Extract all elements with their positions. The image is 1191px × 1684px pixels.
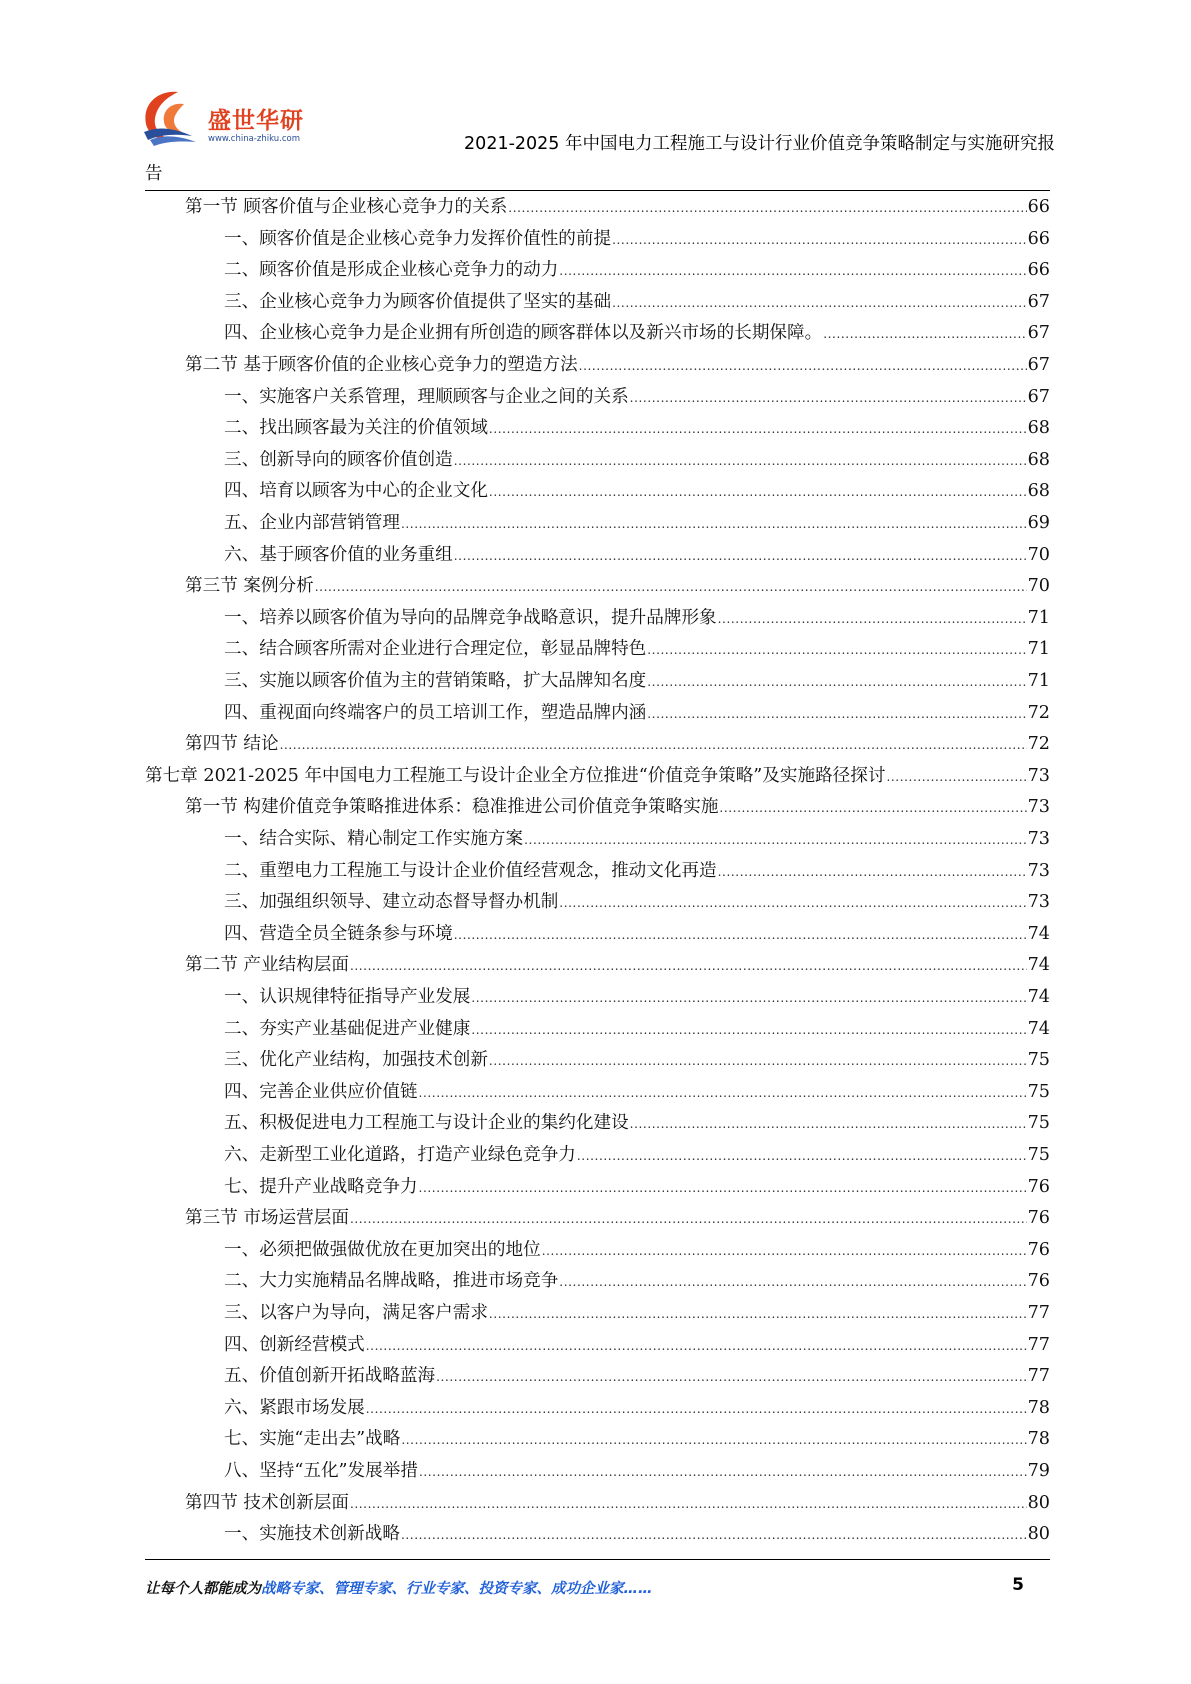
toc-entry-title: 第二节 产业结构层面	[185, 955, 349, 976]
toc-leader-dots	[280, 730, 1027, 761]
toc-entry-title: 三、以客户为导向，满足客户需求	[224, 1303, 488, 1323]
toc-entry-page: 66	[1027, 228, 1050, 249]
toc-leader-dots	[401, 1520, 1027, 1551]
toc-entry-page: 70	[1027, 576, 1050, 597]
toc-entry-page: 69	[1027, 513, 1050, 533]
toc-entry[interactable]	[224, 224, 1050, 255]
toc-entry-title: 一、认识规律特征指导产业发展	[224, 987, 471, 1007]
toc-leader-dots	[559, 888, 1026, 919]
footer-divider	[145, 1559, 1050, 1560]
toc-entry-title: 五、价值创新开拓战略蓝海	[224, 1366, 436, 1387]
toc-leader-dots	[612, 288, 1027, 319]
toc-entry-title: 八、坚持“五化”发展举措	[224, 1461, 418, 1481]
toc-entry[interactable]	[224, 287, 1050, 318]
toc-leader-dots	[542, 1236, 1027, 1267]
toc-leader-dots	[401, 509, 1027, 540]
toc-entry-page: 76	[1027, 1208, 1050, 1229]
toc-leader-dots	[559, 256, 1026, 287]
toc-leader-dots	[579, 351, 1027, 382]
toc-leader-dots	[508, 193, 1026, 224]
toc-entry-title: 四、企业核心竞争力是企业拥有所创造的顾客群体以及新兴市场的长期保障。	[224, 323, 823, 344]
toc-entry-page: 76	[1027, 1176, 1050, 1197]
toc-entry-title: 六、走新型工业化道路，打造产业绿色竞争力	[224, 1145, 576, 1165]
toc-entry-title: 二、找出顾客最为关注的价值领域	[224, 418, 488, 439]
report-title-continued: 告	[145, 164, 163, 184]
toc-entry-page: 71	[1027, 639, 1050, 660]
toc-entry-page: 75	[1027, 1145, 1050, 1165]
toc-entry[interactable]	[224, 413, 1050, 444]
toc-leader-dots	[718, 857, 1027, 888]
toc-entry-page: 67	[1027, 386, 1050, 407]
toc-entry[interactable]	[224, 445, 1050, 476]
toc-entry[interactable]	[224, 1424, 1050, 1455]
toc-leader-dots	[350, 1489, 1027, 1520]
toc-entry[interactable]	[185, 729, 1050, 760]
toc-entry-page: 75	[1027, 1050, 1050, 1071]
toc-leader-dots	[419, 1078, 1027, 1109]
toc-entry-page: 77	[1027, 1303, 1050, 1323]
toc-entry-title: 四、创新经营模式	[224, 1334, 365, 1355]
toc-entry[interactable]	[185, 1203, 1050, 1234]
toc-entry-title: 六、基于顾客价值的业务重组	[224, 544, 453, 565]
toc-entry[interactable]	[224, 634, 1050, 665]
toc-entry-page: 75	[1027, 1081, 1050, 1102]
toc-entry[interactable]	[224, 1266, 1050, 1297]
toc-entry-page: 74	[1027, 923, 1050, 944]
toc-entry-page: 80	[1027, 1524, 1050, 1545]
toc-leader-dots	[886, 762, 1026, 793]
toc-entry-title: 一、实施技术创新战略	[224, 1524, 400, 1545]
toc-leader-dots	[489, 1299, 1027, 1330]
toc-entry-page: 77	[1027, 1366, 1050, 1387]
toc-entry-title: 四、完善企业供应价值链	[224, 1081, 418, 1102]
report-title: 2021-2025 年中国电力工程施工与设计行业价值竞争策略制定与实施研究报	[464, 134, 1055, 154]
toc-entry[interactable]	[224, 1140, 1050, 1171]
toc-entry-page: 71	[1027, 607, 1050, 628]
page-number: 5	[1012, 1575, 1024, 1595]
toc-entry-title: 三、创新导向的顾客价值创造	[224, 449, 453, 470]
toc-entry[interactable]	[224, 1361, 1050, 1392]
toc-entry[interactable]	[224, 1172, 1050, 1203]
toc-entry-page: 73	[1027, 765, 1050, 786]
toc-entry[interactable]	[185, 350, 1050, 381]
toc-entry-page: 66	[1027, 260, 1050, 281]
toc-entry-title: 三、实施以顾客价值为主的营销策略，扩大品牌知名度	[224, 671, 647, 691]
toc-leader-dots	[436, 1362, 1026, 1393]
toc-entry-page: 73	[1027, 860, 1050, 881]
toc-leader-dots	[647, 635, 1026, 666]
toc-entry-page: 72	[1027, 702, 1050, 723]
page-footer	[145, 1577, 1050, 1603]
toc-entry-title: 第三节 市场运营层面	[185, 1208, 349, 1229]
toc-leader-dots	[489, 414, 1027, 445]
toc-entry-title: 第二节 基于顾客价值的企业核心竞争力的塑造方法	[185, 355, 578, 375]
toc-entry[interactable]	[224, 887, 1050, 918]
toc-entry[interactable]	[224, 1108, 1050, 1139]
toc-entry-page: 72	[1027, 734, 1050, 755]
toc-leader-dots	[471, 983, 1026, 1014]
toc-entry-title: 一、实施客户关系管理，理顺顾客与企业之间的关系	[224, 386, 629, 407]
toc-entry-title: 七、提升产业战略竞争力	[224, 1176, 418, 1197]
toc-entry[interactable]	[224, 1235, 1050, 1266]
toc-entry-title: 一、结合实际、精心制定工作实施方案	[224, 829, 524, 849]
toc-leader-dots	[350, 1204, 1027, 1235]
toc-entry-title: 第四节 技术创新层面	[185, 1492, 349, 1513]
toc-leader-dots	[612, 225, 1027, 256]
toc-entry-page: 78	[1027, 1397, 1050, 1418]
toc-entry[interactable]	[224, 318, 1050, 349]
footer-slogan	[145, 1577, 653, 1598]
toc-entry-title: 第一节 顾客价值与企业核心竞争力的关系	[185, 197, 508, 217]
toc-entry-page: 68	[1027, 418, 1050, 439]
toc-entry-page: 76	[1027, 1239, 1050, 1260]
toc-entry-title: 七、实施“走出去”战略	[224, 1429, 401, 1450]
toc-entry[interactable]	[224, 1298, 1050, 1329]
toc-leader-dots	[454, 541, 1027, 572]
toc-leader-dots	[489, 1046, 1027, 1077]
toc-entry[interactable]	[185, 792, 1050, 823]
toc-entry-page: 68	[1027, 449, 1050, 470]
toc-entry-title: 六、紧跟市场发展	[224, 1397, 365, 1418]
toc-entry-page: 73	[1027, 892, 1050, 913]
toc-entry-title: 三、加强组织领导、建立动态督导督办机制	[224, 892, 559, 913]
toc-leader-dots	[489, 477, 1027, 508]
toc-entry[interactable]	[224, 508, 1050, 539]
toc-entry-page: 67	[1027, 291, 1050, 312]
toc-leader-dots	[454, 446, 1027, 477]
toc-entry-page: 66	[1027, 197, 1050, 217]
toc-entry-page: 71	[1027, 671, 1050, 691]
toc-entry[interactable]	[224, 982, 1050, 1013]
toc-leader-dots	[559, 1267, 1026, 1298]
toc-leader-dots	[647, 699, 1026, 730]
logo-url: www.china-zhiku.com	[208, 134, 300, 144]
toc-entry-page: 74	[1027, 1018, 1050, 1039]
toc-entry[interactable]	[224, 1330, 1050, 1361]
toc-leader-dots	[419, 1173, 1027, 1204]
toc-entry-title: 第七章 2021-2025 年中国电力工程施工与设计企业全方位推进“价值竞争策略”及实施路径探讨	[145, 765, 886, 786]
toc-entry[interactable]	[224, 1519, 1050, 1550]
toc-leader-dots	[315, 572, 1027, 603]
toc-entry[interactable]	[185, 571, 1050, 602]
toc-entry-page: 67	[1027, 323, 1050, 344]
logo-name: 盛世华研	[208, 108, 304, 134]
toc-entry-title: 二、结合顾客所需对企业进行合理定位，彰显品牌特色	[224, 639, 647, 660]
toc-entry-page: 74	[1027, 987, 1050, 1007]
toc-entry-page: 70	[1027, 544, 1050, 565]
toc-entry-page: 67	[1027, 355, 1050, 375]
toc-entry[interactable]	[224, 824, 1050, 855]
toc-entry[interactable]	[224, 1014, 1050, 1045]
toc-entry-title: 四、培育以顾客为中心的企业文化	[224, 481, 488, 502]
toc-leader-dots	[454, 920, 1027, 951]
toc-entry-page: 75	[1027, 1113, 1050, 1134]
toc-entry[interactable]	[224, 476, 1050, 507]
toc-entry-page: 76	[1027, 1271, 1050, 1292]
toc-leader-dots	[719, 793, 1026, 824]
toc-entry-title: 四、营造全员全链条参与环境	[224, 923, 453, 944]
toc-entry[interactable]	[224, 603, 1050, 634]
toc-entry-page: 77	[1027, 1334, 1050, 1355]
toc-entry-title: 第四节 结论	[185, 734, 279, 755]
header-divider	[145, 190, 1050, 191]
toc-leader-dots	[823, 319, 1026, 350]
toc-entry[interactable]	[224, 1045, 1050, 1076]
toc-leader-dots	[350, 951, 1027, 982]
toc-entry-page: 74	[1027, 955, 1050, 976]
toc-entry[interactable]	[224, 255, 1050, 286]
toc-leader-dots	[524, 825, 1027, 856]
toc-entry-title: 三、优化产业结构，加强技术创新	[224, 1050, 488, 1071]
toc-entry-page: 79	[1027, 1461, 1050, 1481]
slogan-roles: 战略专家、管理专家、行业专家、投资专家、成功企业家……	[261, 1581, 653, 1597]
toc-leader-dots	[419, 1457, 1027, 1488]
toc-entry-title: 五、企业内部营销管理	[224, 513, 400, 533]
toc-entry-page: 78	[1027, 1429, 1050, 1450]
toc-entry-title: 三、企业核心竞争力为顾客价值提供了坚实的基础	[224, 291, 612, 312]
toc-entry[interactable]	[145, 761, 1050, 792]
toc-entry-title: 第三节 案例分析	[185, 576, 314, 597]
toc-entry-page: 80	[1027, 1492, 1050, 1513]
toc-leader-dots	[630, 383, 1027, 414]
toc-leader-dots	[647, 667, 1026, 698]
toc-entry[interactable]	[185, 950, 1050, 981]
toc-leader-dots	[366, 1394, 1027, 1425]
toc-entry[interactable]	[224, 666, 1050, 697]
toc-entry-page: 73	[1027, 829, 1050, 849]
toc-leader-dots	[718, 604, 1027, 635]
toc-entry-title: 第一节 构建价值竞争策略推进体系：稳准推进公司价值竞争策略实施	[185, 797, 719, 818]
toc-leader-dots	[577, 1141, 1027, 1172]
toc-entry-title: 二、大力实施精品名牌战略，推进市场竞争	[224, 1271, 559, 1292]
toc-leader-dots	[401, 1425, 1026, 1456]
toc-entry[interactable]	[224, 919, 1050, 950]
toc-entry[interactable]	[185, 192, 1050, 223]
toc-entry-title: 二、重塑电力工程施工与设计企业价值经营观念，推动文化再造	[224, 860, 717, 881]
toc-entry-title: 五、积极促进电力工程施工与设计企业的集约化建设	[224, 1113, 629, 1134]
toc-entry[interactable]	[224, 698, 1050, 729]
toc-entry-title: 一、顾客价值是企业核心竞争力发挥价值性的前提	[224, 228, 612, 249]
toc-entry-page: 73	[1027, 797, 1050, 818]
toc-entry-title: 二、夯实产业基础促进产业健康	[224, 1018, 471, 1039]
toc-entry[interactable]	[224, 540, 1050, 571]
toc-leader-dots	[366, 1331, 1027, 1362]
toc-entry-title: 一、培养以顾客价值为导向的品牌竞争战略意识，提升品牌形象	[224, 607, 717, 628]
toc-entry[interactable]	[224, 1077, 1050, 1108]
toc-entry-title: 四、重视面向终端客户的员工培训工作，塑造品牌内涵	[224, 702, 647, 723]
toc-entry[interactable]	[224, 1393, 1050, 1424]
toc-leader-dots	[630, 1109, 1027, 1140]
toc-entry-title: 二、顾客价值是形成企业核心竞争力的动力	[224, 260, 559, 281]
toc-entry[interactable]	[224, 1456, 1050, 1487]
toc-leader-dots	[471, 1015, 1026, 1046]
toc-entry[interactable]	[224, 856, 1050, 887]
toc-entry-title: 一、必须把做强做优放在更加突出的地位	[224, 1239, 541, 1260]
toc-entry[interactable]	[185, 1488, 1050, 1519]
slogan-lead: 让每个人都能成为	[145, 1581, 261, 1597]
toc-entry[interactable]	[224, 382, 1050, 413]
toc-entry-page: 68	[1027, 481, 1050, 502]
